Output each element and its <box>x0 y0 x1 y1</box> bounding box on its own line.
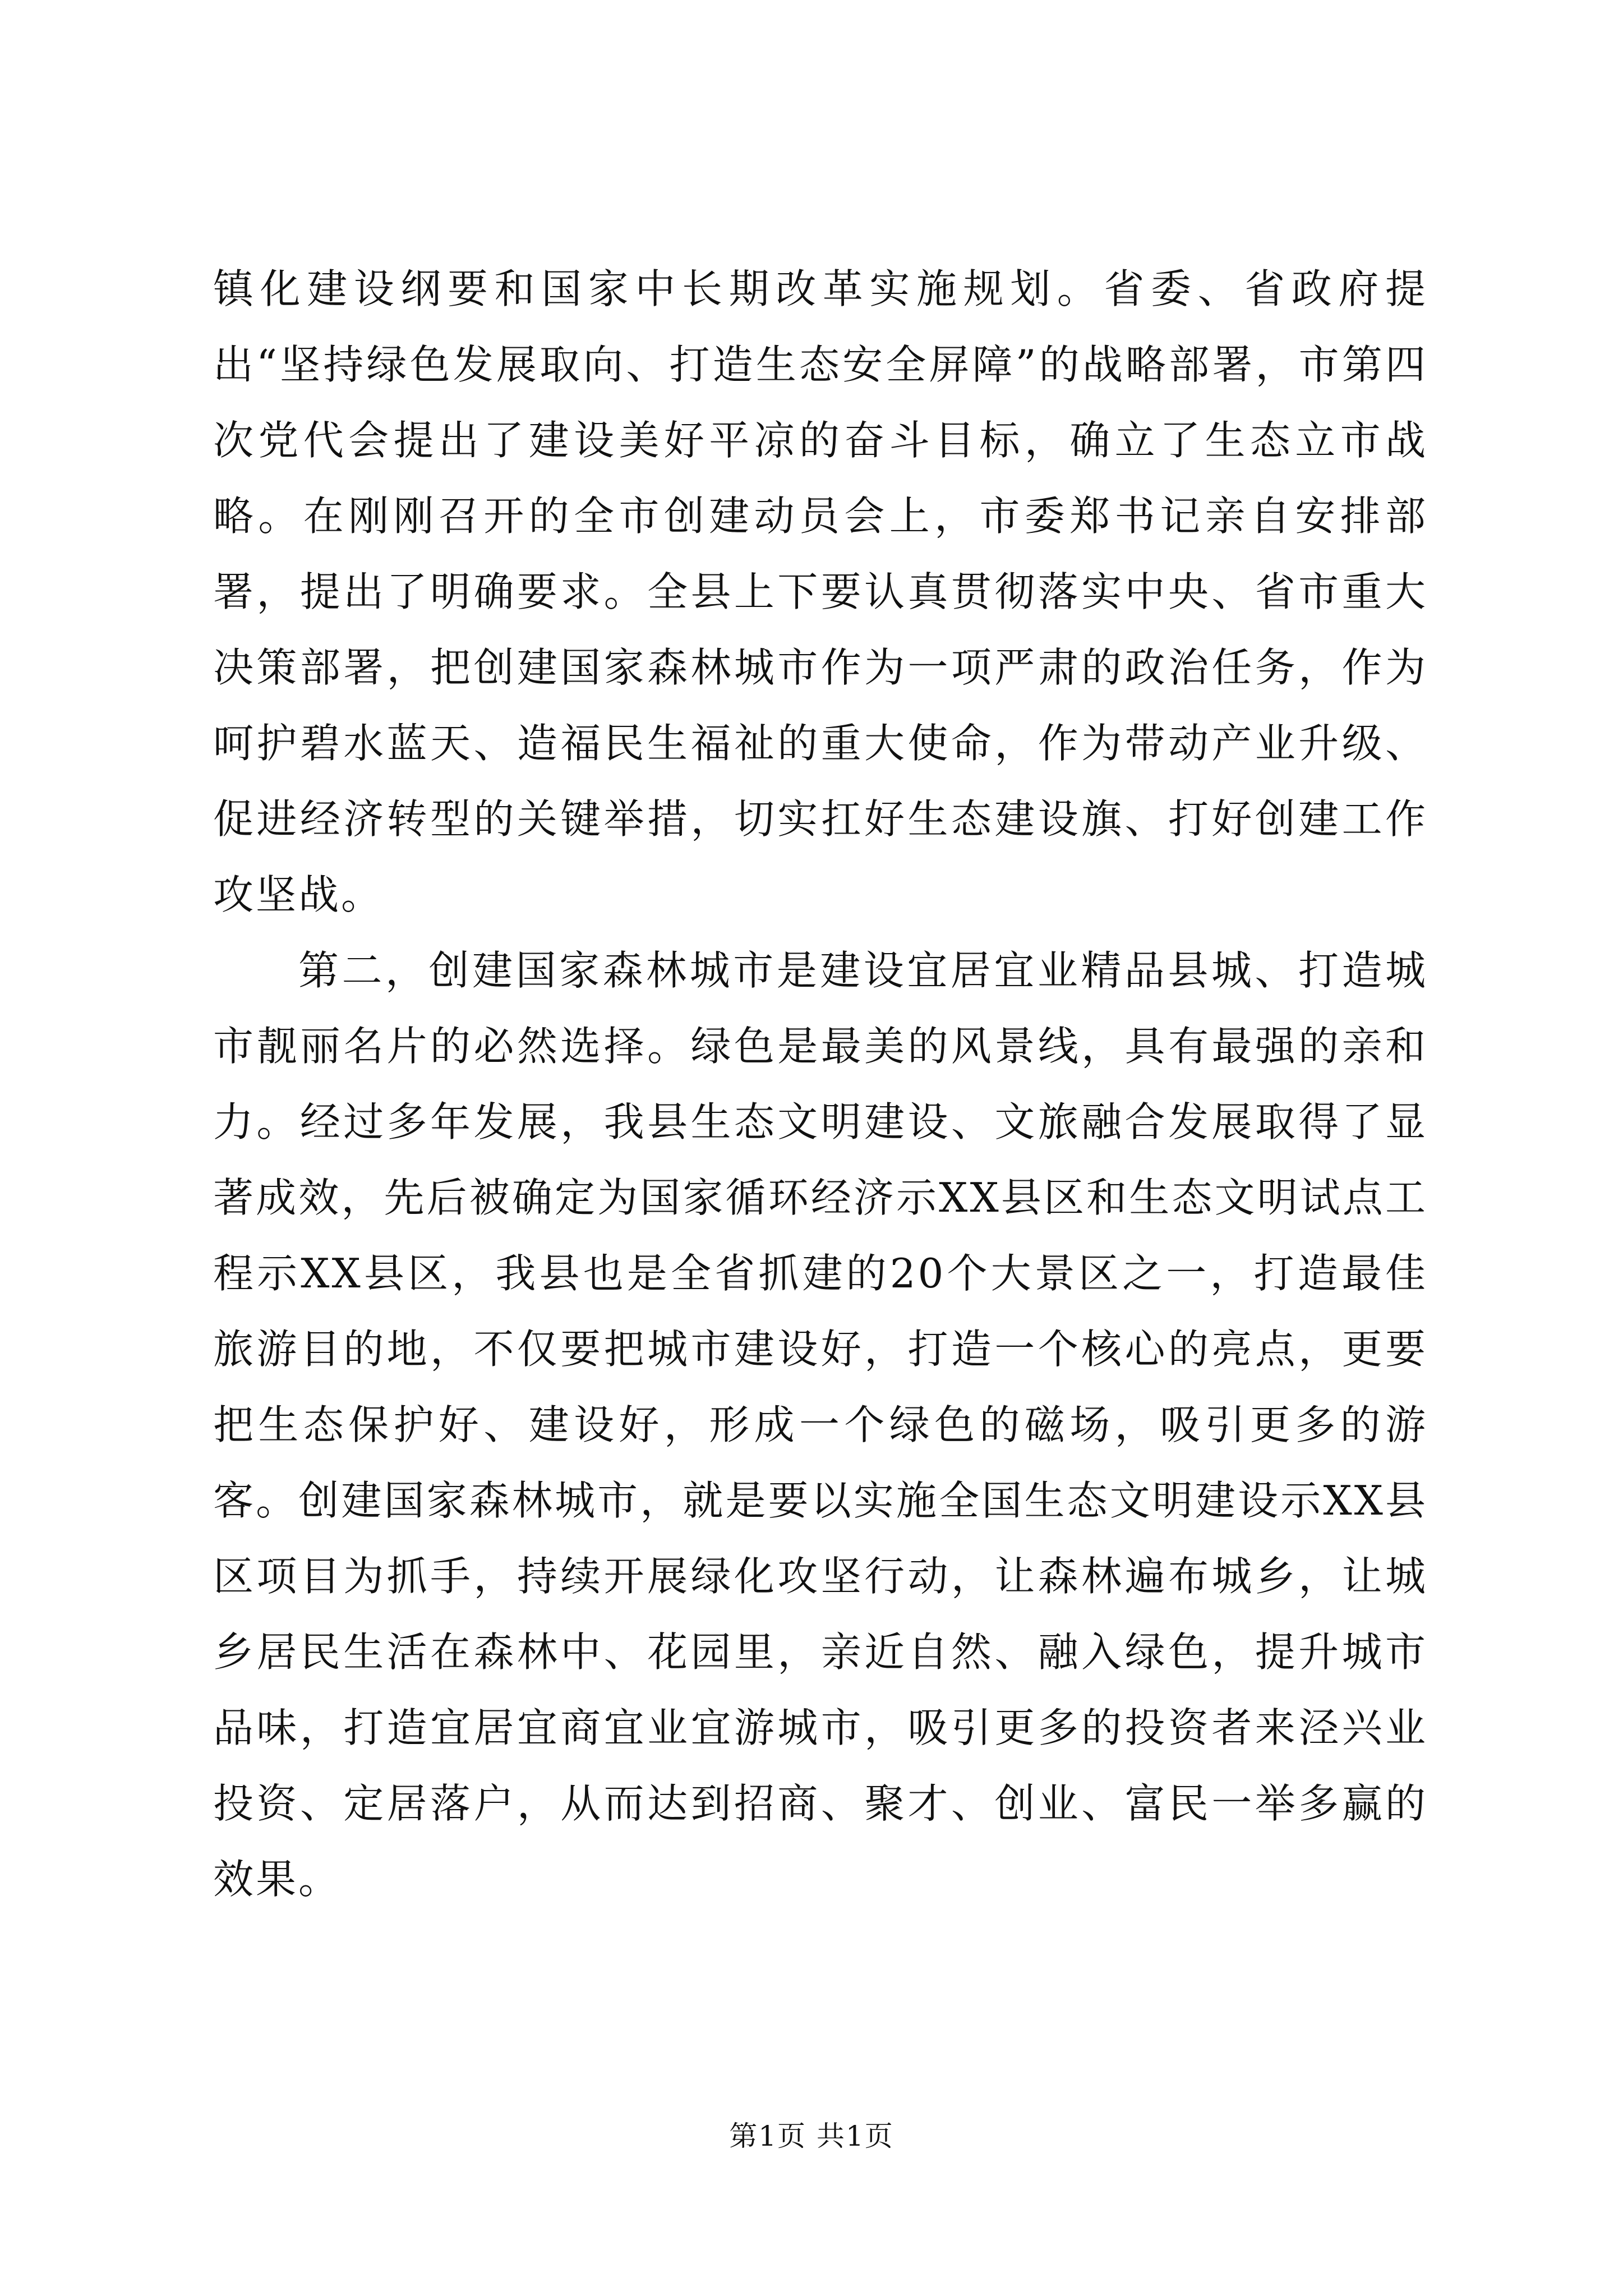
paragraph-2: 第二，创建国家森林城市是建设宜居宜业精品县城、打造城市靓丽名片的必然选择。绿色是最美的风景线，具有最强的亲和力。经过多年发展，我县生态文明建设、文旅融合发展取得了显著成效，先后被确定为国家循环经济示XX县区和生态文明试点工程示XX县区，我县也是全省抓建的20个大景区之一，打造最佳旅游目的地，不仅要把城市建设好，打造一个核心的亮点，更要把生态保护好、建设好，形成一个绿色的磁场，吸引更多的游客。创建国家森林城市，就是要以实施全国生态文明建设示XX县区项目为抓手，持续开展绿化攻坚行动，让森林遍布城乡，让城乡居民生活在森林中、花园里，亲近自然、融入绿色，提升城市品味，打造宜居宜商宜业宜游城市，吸引更多的投资者来泾兴业投资、定居落户，从而达到招商、聚才、创业、富民一举多赢的效果。 <box>213 947 1428 1903</box>
paragraph-1: 镇化建设纲要和国家中长期改革实施规划。省委、省政府提出“坚持绿色发展取向、打造生态安全屏障”的战略部署，市第四次党代会提出了建设美好平凉的奋斗目标，确立了生态立市战略。在刚刚召开的全市创建动员会上，市委郑书记亲自安排部署，提出了明确要求。全县上下要认真贯彻落实中央、省市重大决策部署，把创建国家森林城市作为一项严肃的政治任务，作为呵护碧水蓝天、造福民生福祉的重大使命，作为带动产业升级、促进经济转型的关键举措，切实扛好生态建设旗、打好创建工作攻坚战。 <box>213 265 1428 918</box>
page-number-label: 第1页 共1页 <box>729 2120 894 2152</box>
page-footer <box>0 2119 1623 2153</box>
document-body <box>213 251 1428 1917</box>
